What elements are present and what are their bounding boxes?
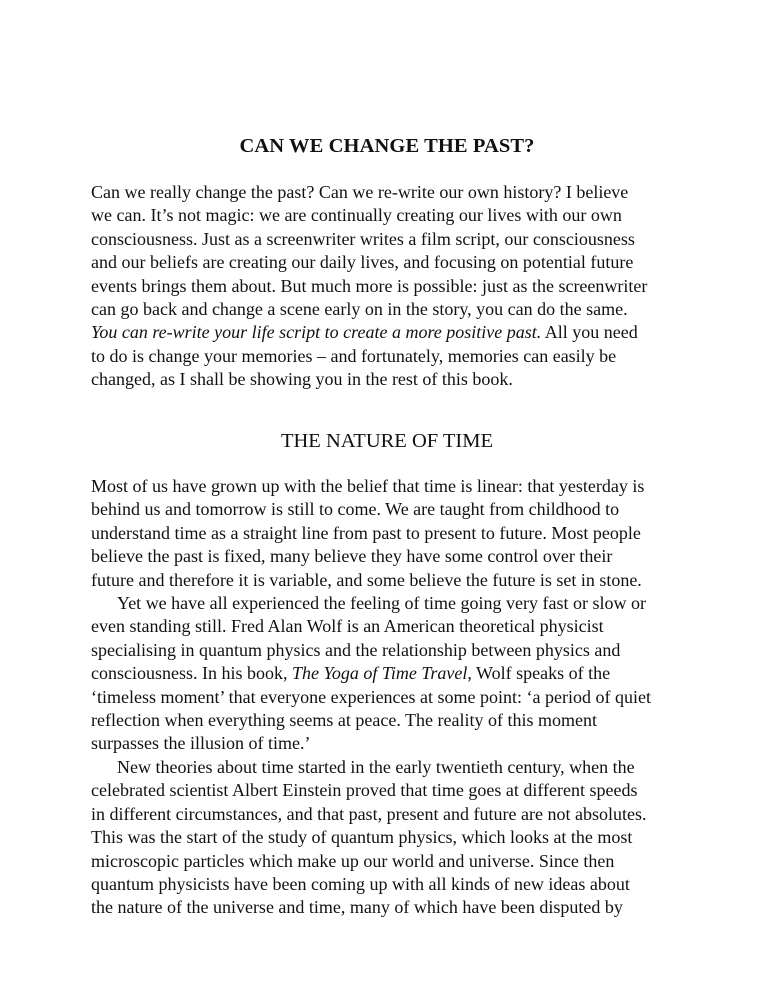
intro-line-rest: All you need <box>541 322 638 343</box>
paragraph-line: Most of us have grown up with the belief that time is linear: that yesterday is <box>91 476 645 496</box>
paragraph-line <box>91 662 691 685</box>
book-title: The Yoga of Time Travel <box>292 663 468 684</box>
intro-line: to do is change your memories – and fortunately, memories can easily be <box>91 345 617 366</box>
intro-line <box>91 321 691 344</box>
section-title: THE NATURE OF TIME <box>280 430 494 452</box>
chapter-title: CAN WE CHANGE THE PAST? <box>239 135 535 157</box>
paragraph-line: reflection when everything seems at peace. The reality of this moment <box>91 710 597 731</box>
paragraph-line: ‘timeless moment’ that everyone experiences at some point: ‘a period of quiet <box>91 686 651 707</box>
paragraph-line: future and therefore it is variable, and some believe the future is set in stone. <box>91 569 642 590</box>
paragraph-line: in different circumstances, and that past, present and future are not absolutes. <box>91 803 647 824</box>
paragraph-line: even standing still. Fred Alan Wolf is an American theoretical physicist <box>91 616 604 637</box>
intro-line: events brings them about. But much more is possible: just as the screenwriter <box>91 275 648 296</box>
paragraph-line: microscopic particles which make up our world and universe. Since then <box>91 850 615 871</box>
paragraph-3 <box>91 756 691 920</box>
line-segment: consciousness. In his book, <box>91 663 292 684</box>
intro-line: we can. It’s not magic: we are continually creating our lives with our own <box>91 205 622 226</box>
paragraph-line: quantum physicists have been coming up with all kinds of new ideas about <box>91 873 630 894</box>
paragraph-line: New theories about time started in the early twentieth century, when the <box>117 756 635 777</box>
intro-line: Can we really change the past? Can we re-write our own history? I believe <box>91 182 629 202</box>
paragraph-line: believe the past is fixed, many believe they have some control over their <box>91 546 613 567</box>
paragraph-line: understand time as a straight line from past to present to future. Most people <box>91 522 641 543</box>
paragraph-line: the nature of the universe and time, many of which have been disputed by <box>91 897 623 918</box>
paragraph-line: celebrated scientist Albert Einstein proved that time goes at different speeds <box>91 780 638 801</box>
intro-line: consciousness. Just as a screenwriter writes a film script, our consciousness <box>91 228 635 249</box>
intro-line: can go back and change a scene early on in the story, you can do the same. <box>91 299 628 320</box>
paragraph-line: surpasses the illusion of time.’ <box>91 733 311 754</box>
paragraph-line: behind us and tomorrow is still to come. We are taught from childhood to <box>91 499 620 520</box>
intro-line: and our beliefs are creating our daily lives, and focusing on potential future <box>91 252 634 273</box>
intro-emphasis: You can re-write your life script to create a more positive past. <box>91 322 542 343</box>
paragraph-line: Yet we have all experienced the feeling of time going very fast or slow or <box>117 593 647 614</box>
paragraph-2 <box>91 592 691 756</box>
line-segment: , Wolf speaks of the <box>467 663 611 684</box>
intro-paragraph <box>91 181 691 392</box>
paragraph-line: specialising in quantum physics and the relationship between physics and <box>91 639 621 660</box>
paragraph-1 <box>91 475 691 592</box>
intro-line: changed, as I shall be showing you in the rest of this book. <box>91 369 513 390</box>
section-body <box>91 475 691 920</box>
paragraph-line: This was the start of the study of quantum physics, which looks at the most <box>91 827 633 848</box>
